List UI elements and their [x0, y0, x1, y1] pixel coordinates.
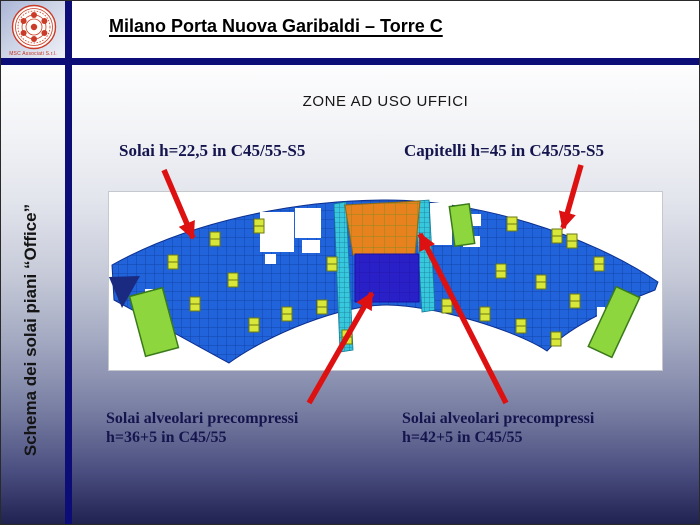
annotation-bottom-right-line2: h=42+5 in C45/55: [402, 429, 523, 446]
vertical-divider: [65, 1, 72, 525]
annotation-bottom-left: [106, 409, 298, 447]
section-heading: ZONE AD USO UFFICI: [302, 93, 469, 110]
horizontal-divider: [1, 58, 700, 65]
fem-mesh-graphic: [109, 192, 662, 370]
annotation-bottom-right-line1: Solai alveolari precompressi: [402, 410, 595, 427]
annotation-bottom-left-line2: h=36+5 in C45/55: [106, 429, 227, 446]
logo-caption: MSC Associati S.r.l.: [9, 51, 57, 57]
slide-title: Milano Porta Nuova Garibaldi – Torre C: [109, 16, 443, 36]
annotation-top-right: Capitelli h=45 in C45/55-S5: [404, 141, 605, 160]
annotation-bottom-right: [402, 409, 594, 447]
sidebar-caption: Schema dei solai piani “Office”: [21, 203, 40, 457]
annotation-top-left: Solai h=22,5 in C45/55-S5: [119, 141, 306, 160]
logo-cell: [1, 1, 65, 58]
msc-logo-icon: [1, 1, 65, 58]
annotation-bottom-left-line1: Solai alveolari precompressi: [106, 410, 299, 427]
fem-figure: [108, 191, 663, 371]
